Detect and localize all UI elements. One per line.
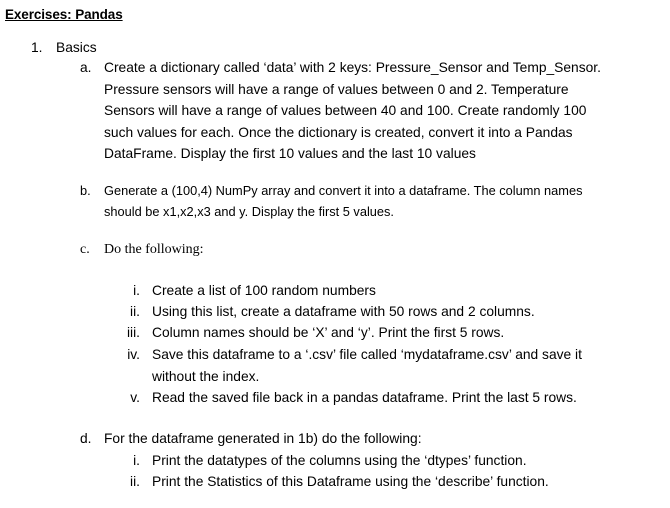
item-c-sub-ii-text: Using this list, create a dataframe with 50 rows and 2 columns. (152, 304, 535, 319)
item-c-sub-iv-marker: iv. (127, 347, 140, 362)
item-c-marker: c. (80, 242, 90, 257)
item-a-marker: a. (80, 60, 92, 75)
item-a-line-4: such values for each. Once the dictionary is created, convert it into a Pandas (104, 124, 573, 140)
item-a-line-1: Create a dictionary called ‘data’ with 2 keys: Pressure_Sensor and Temp_Sensor. (104, 60, 601, 75)
item-c-sub-i-marker: i. (133, 283, 140, 298)
section-number: 1. (31, 40, 43, 55)
item-c-sub-iv-text (152, 344, 582, 387)
item-a-line-5: DataFrame. Display the first 10 values and the last 10 values (104, 146, 476, 161)
item-c-sub-iv-line-2: without the index. (152, 368, 260, 384)
item-d-sub-ii-marker: ii. (130, 474, 140, 489)
item-c-sub-iii-text: Column names should be ‘X’ and ‘y’. Print the first 5 rows. (152, 325, 505, 340)
item-d-sub-i-marker: i. (133, 453, 140, 468)
item-c-text: Do the following: (104, 242, 204, 257)
item-c-sub-iii-marker: iii. (126, 325, 140, 340)
section-label: Basics (56, 40, 97, 55)
item-d-marker: d. (80, 431, 92, 446)
item-d-sub-i-text: Print the datatypes of the columns using the ‘dtypes’ function. (152, 453, 527, 468)
item-a-text (104, 57, 601, 165)
item-b-marker: b. (80, 183, 91, 198)
item-d-text: For the dataframe generated in 1b) do the following: (104, 431, 422, 446)
item-a-line-3: Sensors will have a range of values between 40 and 100. Create randomly 100 (104, 103, 587, 118)
item-b-line-2: should be x1,x2,x3 and y. Display the first 5 values. (104, 204, 394, 219)
item-c-sub-v-text: Read the saved file back in a pandas dataframe. Print the last 5 rows. (152, 390, 577, 405)
item-b-text (104, 180, 582, 222)
item-c-sub-iv-line-1: Save this dataframe to a ‘.csv’ file called ‘mydataframe.csv’ and save it (152, 347, 582, 362)
item-c-sub-ii-marker: ii. (130, 304, 140, 319)
page-title: Exercises: Pandas (5, 7, 123, 22)
item-c-sub-i-text: Create a list of 100 random numbers (152, 283, 376, 298)
item-b-line-1: Generate a (100,4) NumPy array and convert it into a dataframe. The column names (104, 183, 583, 198)
item-a-line-2: Pressure sensors will have a range of values between 0 and 2. Temperature (104, 81, 569, 97)
item-c-sub-v-marker: v. (130, 390, 140, 405)
item-d-sub-ii-text: Print the Statistics of this Dataframe using the ‘describe’ function. (152, 474, 549, 489)
